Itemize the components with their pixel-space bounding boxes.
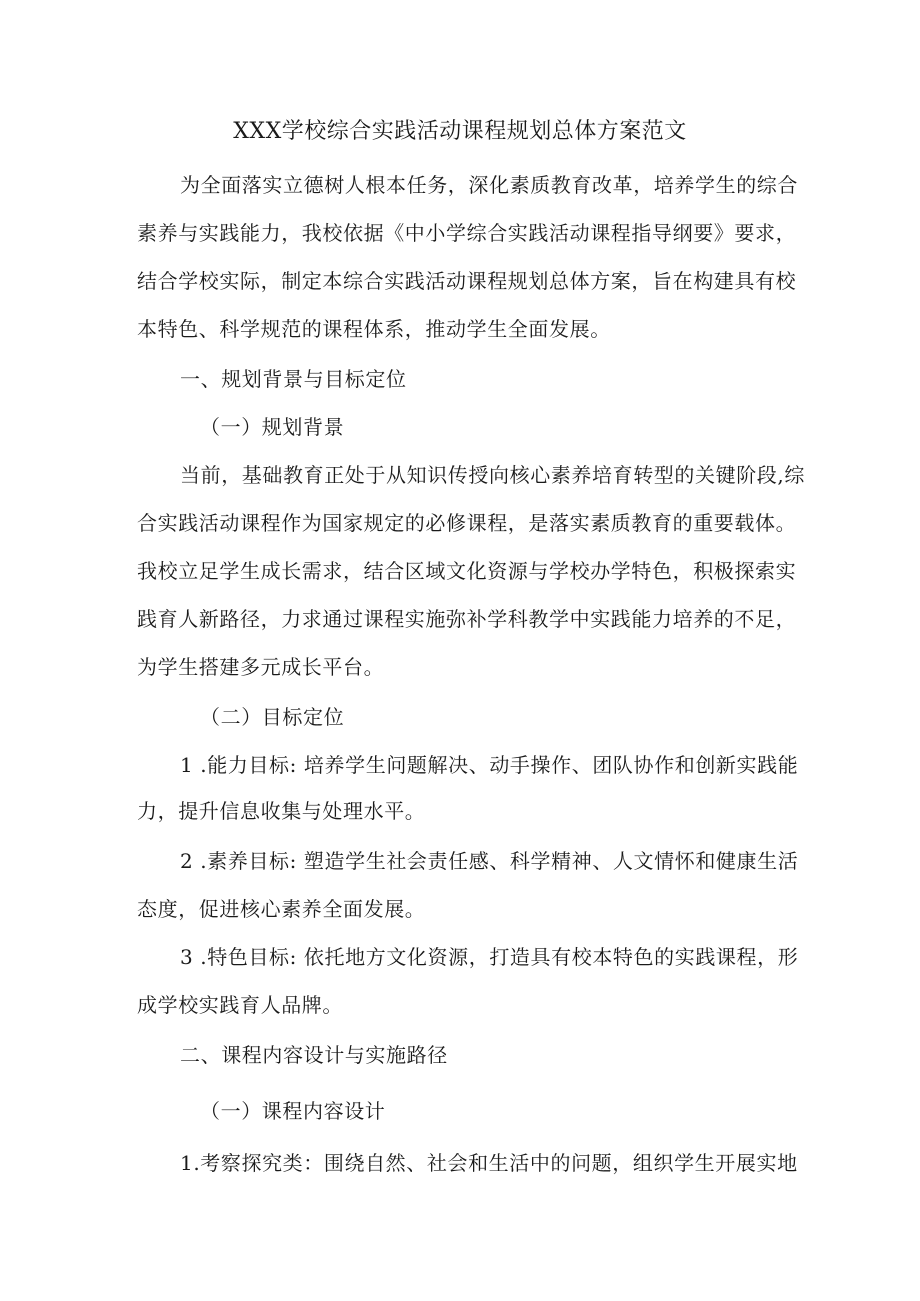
section-heading: 二、课程内容设计与实施路径 bbox=[180, 1043, 448, 1067]
list-item: 3 .特色目标: 依托地方文化资源，打造具有校本特色的实践课程，形 bbox=[180, 945, 799, 969]
paragraph-line: 成学校实践育人品牌。 bbox=[137, 993, 343, 1017]
paragraph-line: 为全面落实立德树人根本任务，深化素质教育改革，培养学生的综合 bbox=[180, 173, 798, 197]
paragraph-line: 态度，促进核心素养全面发展。 bbox=[137, 897, 426, 921]
list-item: 1 .能力目标: 培养学生问题解决、动手操作、团队协作和创新实践能 bbox=[180, 753, 799, 777]
subsection-heading: （二）目标定位 bbox=[200, 705, 345, 729]
subsection-heading: （一）规划背景 bbox=[200, 415, 345, 439]
paragraph-line: 力，提升信息收集与处理水平。 bbox=[137, 799, 426, 823]
list-item: 1.考察探究类：围绕自然、社会和生活中的问题，组织学生开展实地 bbox=[180, 1151, 798, 1175]
paragraph-line: 我校立足学生成长需求，结合区域文化资源与学校办学特色，积极探索实 bbox=[137, 559, 797, 583]
section-heading: 一、规划背景与目标定位 bbox=[180, 367, 407, 391]
paragraph-line: 合实践活动课程作为国家规定的必修课程，是落实素质教育的重要载体。 bbox=[137, 511, 797, 535]
paragraph-line: 践育人新路径，力求通过课程实施弥补学科教学中实践能力培养的不足， bbox=[137, 607, 797, 631]
paragraph-line: 本特色、科学规范的课程体系，推动学生全面发展。 bbox=[137, 317, 611, 341]
subsection-heading: （一）课程内容设计 bbox=[200, 1099, 386, 1123]
paragraph-line: 当前，基础教育正处于从知识传授向核心素养培育转型的关键阶段,综 bbox=[180, 463, 805, 487]
list-item: 2 .素养目标: 塑造学生社会责任感、科学精神、人文情怀和健康生活 bbox=[180, 849, 799, 873]
paragraph-line: 结合学校实际，制定本综合实践活动课程规划总体方案，旨在构建具有校 bbox=[137, 269, 797, 293]
paragraph-line: 为学生搭建多元成长平台。 bbox=[137, 655, 385, 679]
paragraph-line: 素养与实践能力，我校依据《中小学综合实践活动课程指导纲要》要求， bbox=[137, 221, 797, 245]
document-title: XXX学校综合实践活动课程规划总体方案范文 bbox=[233, 119, 687, 144]
